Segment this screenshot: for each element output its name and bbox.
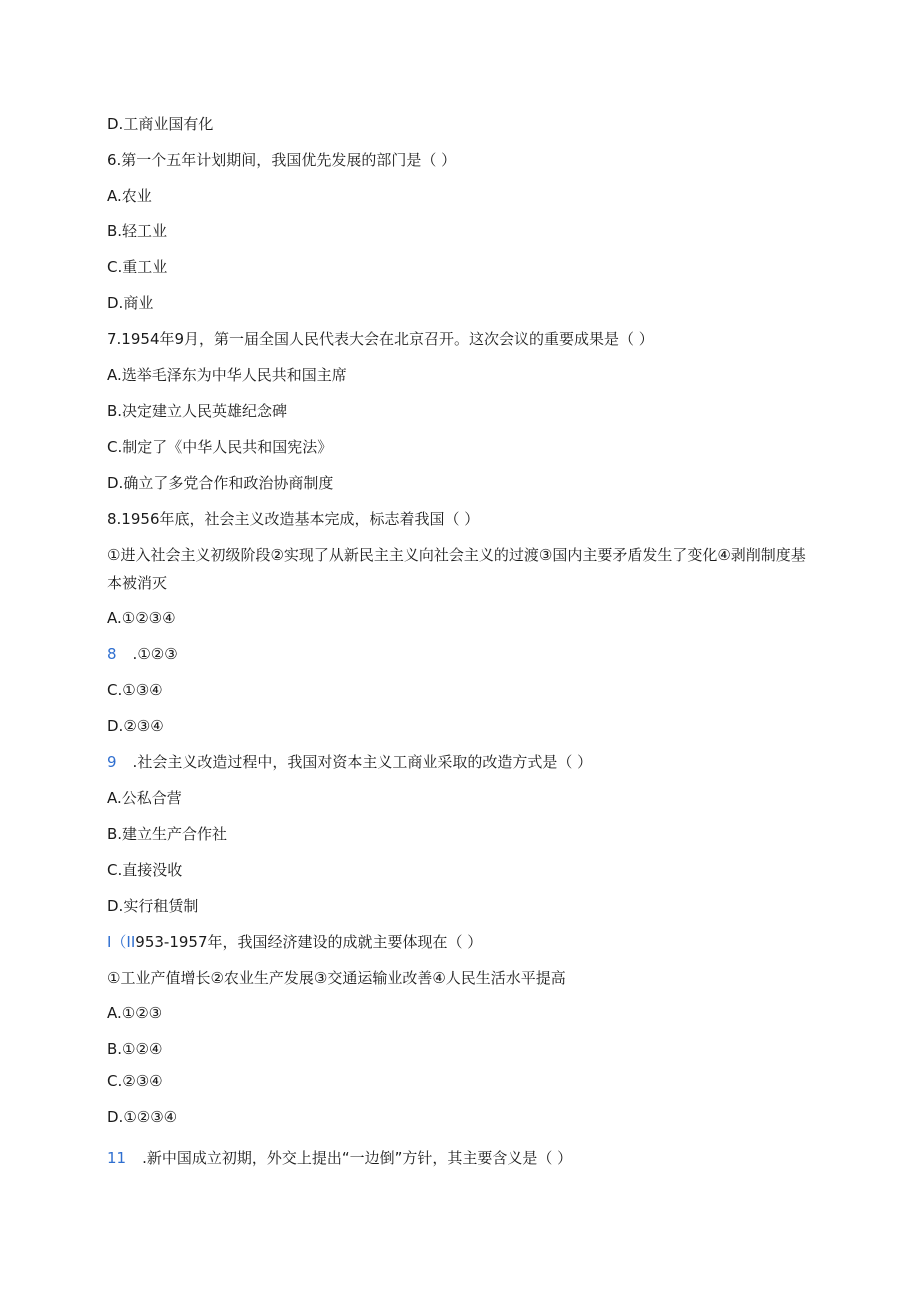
question-10-number: I（II xyxy=(107,933,136,951)
question-10-text: 953-1957年，我国经济建设的成就主要体现在（ ） xyxy=(135,933,483,951)
option-a-q6: A.农业 xyxy=(107,187,152,205)
option-b-q7: B.决定建立人民英雄纪念碑 xyxy=(107,402,288,420)
option-b-q8-marker: 8 xyxy=(107,645,117,663)
option-a-q9: A.公私合营 xyxy=(107,789,182,807)
option-c-q8: C.①③④ xyxy=(107,681,163,699)
question-10 xyxy=(107,928,827,956)
question-8: 8.1956年底，社会主义改造基本完成，标志着我国（ ） xyxy=(107,510,480,528)
option-b-q8-text: .①②③ xyxy=(132,645,178,663)
question-11-text: .新中国成立初期，外交上提出“一边倒”方针，其主要含义是（ ） xyxy=(142,1149,573,1167)
statements-q10: ①工业产值增长②农业生产发展③交通运输业改善④人民生活水平提高 xyxy=(107,969,566,987)
option-c-q10: C.②③④ xyxy=(107,1072,163,1090)
question-9 xyxy=(107,748,827,776)
option-a-q10: A.①②③ xyxy=(107,1004,163,1022)
option-c-q9: C.直接没收 xyxy=(107,861,183,879)
option-d-q10: D.①②③④ xyxy=(107,1108,178,1126)
option-c-q6: C.重工业 xyxy=(107,258,168,276)
question-11-number: 11 xyxy=(107,1149,127,1167)
question-9-number: 9 xyxy=(107,753,117,771)
option-b-q6: B.轻工业 xyxy=(107,222,168,240)
question-6: 6.第一个五年计划期间，我国优先发展的部门是（ ） xyxy=(107,151,457,169)
option-b-q10: B.①②④ xyxy=(107,1040,163,1058)
option-d-q5: D.工商业国有化 xyxy=(107,115,214,133)
question-9-text: .社会主义改造过程中，我国对资本主义工商业采取的改造方式是（ ） xyxy=(132,753,593,771)
option-d-q7: D.确立了多党合作和政治协商制度 xyxy=(107,474,334,492)
option-b-q8 xyxy=(107,640,827,668)
option-a-q8: A.①②③④ xyxy=(107,609,176,627)
option-c-q7: C.制定了《中华人民共和国宪法》 xyxy=(107,438,333,456)
option-d-q8: D.②③④ xyxy=(107,717,164,735)
option-a-q7: A.选举毛泽东为中华人民共和国主席 xyxy=(107,366,347,384)
statements-q8: ①进入社会主义初级阶段②实现了从新民主主义向社会主义的过渡③国内主要矛盾发生了变化④剥削制度基本被消灭 xyxy=(107,546,806,592)
option-d-q9: D.实行租赁制 xyxy=(107,897,199,915)
option-d-q6: D.商业 xyxy=(107,294,154,312)
option-b-q9: B.建立生产合作社 xyxy=(107,825,228,843)
question-11 xyxy=(107,1144,827,1172)
question-7: 7.1954年9月，第一届全国人民代表大会在北京召开。这次会议的重要成果是（ ） xyxy=(107,330,654,348)
